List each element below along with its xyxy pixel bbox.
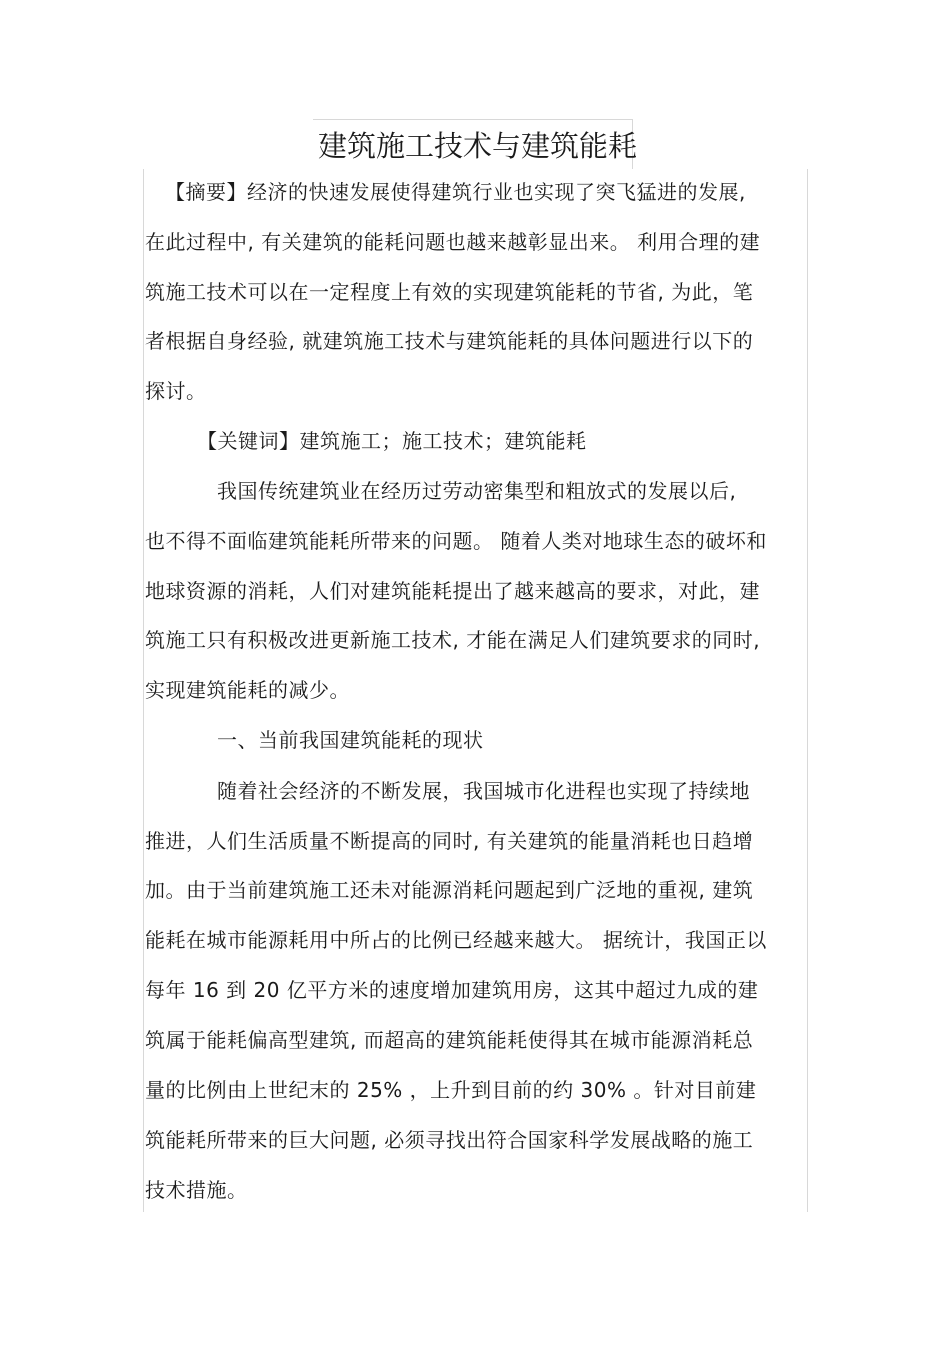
abstract-line-4: 者根据自身经验, 就建筑施工技术与建筑能耗的具体问题进行以下的 [145, 329, 754, 353]
abstract-line-1: 【摘要】经济的快速发展使得建筑行业也实现了突飞猛进的发展, [165, 180, 746, 204]
abstract-line-5: 探讨。 [145, 379, 207, 403]
document-title: 建筑施工技术与建筑能耗 [318, 129, 638, 163]
section-1-line-4: 能耗在城市能源耗用中所占的比例已经越来越大。 据统计，我国正以 [145, 928, 767, 952]
intro-line-2: 也不得不面临建筑能耗所带来的问题。 随着人类对地球生态的破坏和 [145, 529, 767, 553]
section-1-line-3: 加。由于当前建筑施工还未对能源消耗问题起到广泛地的重视, 建筑 [145, 878, 754, 902]
section-1-heading: 一、当前我国建筑能耗的现状 [217, 728, 484, 752]
section-1-line-9: 技术措施。 [145, 1178, 248, 1202]
intro-line-3: 地球资源的消耗，人们对建筑能耗提出了越来越高的要求，对此，建 [145, 579, 760, 603]
section-1-line-2: 推进，人们生活质量不断提高的同时, 有关建筑的能量消耗也日趋增 [145, 829, 754, 853]
keywords-line: 【关键词】建筑施工；施工技术；建筑能耗 [197, 429, 587, 453]
section-1-line-6: 筑属于能耗偏高型建筑, 而超高的建筑能耗使得其在城市能源消耗总 [145, 1028, 754, 1052]
intro-line-5: 实现建筑能耗的减少。 [145, 678, 350, 702]
abstract-line-3: 筑施工技术可以在一定程度上有效的实现建筑能耗的节省, 为此，笔 [145, 280, 754, 304]
section-1-line-7: 量的比例由上世纪末的 25% ，上升到目前的约 30% 。针对目前建 [145, 1078, 757, 1102]
section-1-line-1: 随着社会经济的不断发展，我国城市化进程也实现了持续地 [217, 779, 750, 803]
abstract-line-2: 在此过程中, 有关建筑的能耗问题也越来越彰显出来。 利用合理的建 [145, 230, 761, 254]
intro-line-1: 我国传统建筑业在经历过劳动密集型和粗放式的发展以后, [217, 479, 737, 503]
section-1-line-5: 每年 16 到 20 亿平方米的速度增加建筑用房，这其中超过九成的建 [145, 978, 759, 1002]
section-1-line-8: 筑能耗所带来的巨大问题, 必须寻找出符合国家科学发展战略的施工 [145, 1128, 754, 1152]
intro-line-4: 筑施工只有积极改进更新施工技术, 才能在满足人们建筑要求的同时, [145, 628, 761, 652]
